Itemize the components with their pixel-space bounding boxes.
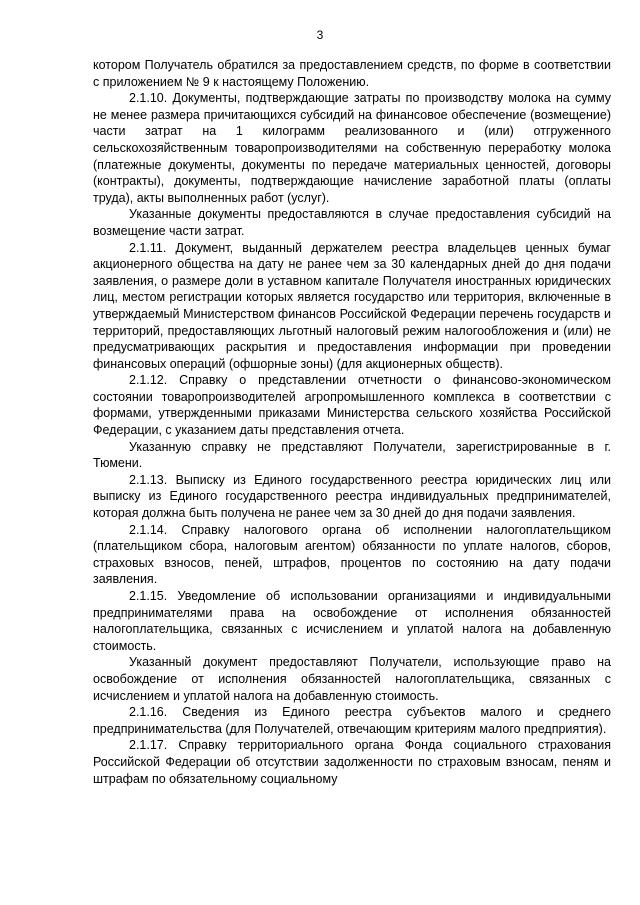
- paragraph-2-1-15: 2.1.15. Уведомление об использовании организациями и индивидуальными предпринимателями права на освобождение от исполнения обязанностей налогоплательщика, связанных с исчислением и уплатой налога на добавленную стоимость.: [93, 589, 611, 653]
- paragraph-2-1-17: 2.1.17. Справку территориального органа Фонда социального страхования Российской Федерации об отсутствии задолженности по страховым взносам, пеням и штрафам по обязательному социальному: [93, 738, 611, 786]
- document-body: [93, 57, 611, 787]
- paragraph-2-1-10: 2.1.10. Документы, подтверждающие затраты по производству молока на сумму не менее размера причитающихся субсидий на финансовое обеспечение (возмещение) части затрат на 1 килограмм реализованного и (или) отгруженного сельскохозяйственным товаропроизводителями на собственную переработку молока (платежные документы, документы по передаче материальных ценностей, договоры (контракты), документы, подтверждающие начисление заработной платы (оплаты труда), акты выполненных работ (услуг).: [93, 91, 611, 205]
- paragraph-2-1-16: 2.1.16. Сведения из Единого реестра субъектов малого и среднего предпринимательства (для Получателей, отвечающим критериям малого предприятия).: [93, 705, 611, 736]
- paragraph-2-1-12-note: Указанную справку не представляют Получатели, зарегистрированные в г. Тюмени.: [93, 439, 611, 471]
- paragraph-continuation: котором Получатель обратился за предоставлением средств, по форме в соответствии с приложением № 9 к настоящему Положению.: [93, 58, 611, 89]
- page-number: 3: [316, 28, 324, 42]
- paragraph-2-1-15-note: Указанный документ предоставляют Получатели, использующие право на освобождение от исполнения обязанностей налогоплательщика, связанных с исчислением и уплатой налога на добавленную стоимость.: [93, 655, 611, 703]
- paragraph-2-1-14: 2.1.14. Справку налогового органа об исполнении налогоплательщиком (плательщиком сбора, налоговым агентом) обязанности по уплате налогов, сборов, страховых взносов, пеней, штрафов, процентов по состоянию на дату подачи заявления.: [93, 522, 611, 587]
- paragraph-2-1-10-note: Указанные документы предоставляются в случае предоставления субсидий на возмещение части затрат.: [93, 207, 611, 238]
- paragraph-2-1-12: 2.1.12. Справку о представлении отчетности о финансово-экономическом состоянии товаропроизводителей агропромышленного комплекса в соответствии с формами, утвержденными приказами Министерства сельского хозяйства Российской Федерации, с указанием даты представления отчета.: [93, 373, 611, 438]
- paragraph-2-1-13: 2.1.13. Выписку из Единого государственного реестра юридических лиц или выписку из Единого государственного реестра индивидуальных предпринимателей, которая должна быть получена не ранее чем за 30 дней до дня подачи заявления.: [93, 472, 611, 521]
- paragraph-2-1-11: 2.1.11. Документ, выданный держателем реестра владельцев ценных бумаг акционерного общества на дату не ранее чем за 30 календарных дней до дня подачи заявления, о размере доли в уставном капитале Получателя иностранных юридических лиц, местом регистрации которых является государство или территория, включенные в утверждаемый Министерством финансов Российской Федерации перечень государств и территорий, предоставляющих льготный налоговый режим налогообложения и (или) не предусматривающих раскрытия и предоставления информации при проведении финансовых операций (офшорные зоны) (для акционерных обществ).: [93, 240, 611, 371]
